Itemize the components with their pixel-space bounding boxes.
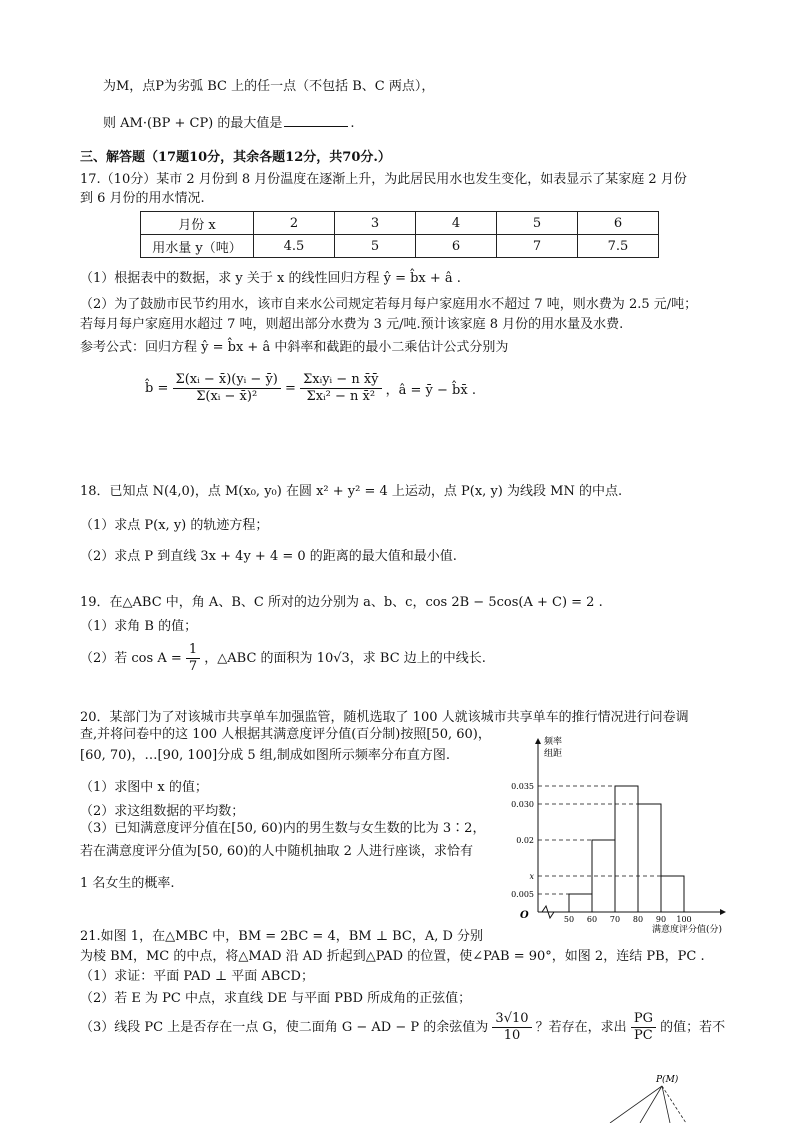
q17-line2: 到 6 月份的用水情况. [80, 191, 205, 206]
q19-part2-post: ，△ABC 的面积为 10√3，求 BC 边上的中线长. [204, 651, 486, 666]
q19-part2 [80, 641, 486, 677]
formula-den1: Σ(xᵢ − x̄)² [196, 389, 258, 404]
q20-part2: （2）求这组数据的平均数； [80, 804, 245, 819]
table-cell: 4.5 [254, 235, 335, 258]
q20-line3: [60, 70)，…[90, 100]分成 5 组,制成如图所示频率分布直方图. [80, 748, 451, 763]
y-axis-label-top: 频率 [544, 737, 563, 747]
table-cell: 2 [254, 212, 335, 235]
histogram-bar [638, 804, 661, 912]
origin-label: O [520, 910, 529, 921]
formula-den2: Σxᵢ² − n x̄² [306, 389, 376, 404]
q21-line2: 为棱 BM，MC 的中点，将△MAD 沿 AD 折起到△PAD 的位置，使∠PAB = 90°，如图 2，连结 PB，PC . [80, 949, 705, 964]
table-cell: 5 [497, 212, 578, 235]
q21-part3-pre: （3）线段 PC 上是否存在一点 G，使二面角 G − AD − P 的余弦值为 [80, 1020, 489, 1035]
table-header-month: 月份 x [141, 212, 254, 235]
histogram-bar [661, 876, 684, 912]
q17-line1: 17.（10分）某市 2 月份到 8 月份温度在逐渐上升，为此居民用水也发生变化，如表显示了某家庭 2 月份 [80, 172, 687, 187]
q19-fraction [186, 642, 200, 675]
q21-fraction-1 [492, 1011, 531, 1044]
formula-fraction-1 [173, 372, 281, 405]
formula-tail: ，â = ȳ − b̂x̄ . [385, 383, 476, 398]
pyramid-figure-fragment [600, 1070, 710, 1123]
x-tick-label: 70 [609, 915, 621, 924]
formula-num2: Σxᵢyᵢ − n x̄ȳ [300, 372, 381, 389]
y-tick-label: 0.005 [511, 890, 534, 899]
q20-line1: 20．某部门为了对该城市共享单车加强监管，随机选取了 100 人就该城市共享单车的推行情况进行问卷调 [80, 710, 689, 725]
y-axis-arrow [535, 738, 541, 744]
regression-formula: b̂ = $\frac{\text{Σ(xᵢ − x̄)(yᵢ − ȳ)}}{\text{Σ(xᵢ − x̄)²}}$ = $\frac{\text{Σxᵢyᵢ − n x̄ȳ}}{\text{Σxᵢ² − n x̄²}}$ ，â = ȳ − b̂x̄ . [145, 372, 476, 404]
q21-line1: 21.如图 1，在△MBC 中，BM = 2BC = 4，BM ⊥ BC，A, D 分别 [80, 929, 484, 944]
frequency-histogram [500, 732, 730, 942]
edge-line [610, 1086, 662, 1123]
histogram-bar [569, 894, 592, 912]
y-tick-label: 0.02 [516, 836, 534, 845]
y-tick-label: 0.030 [511, 800, 534, 809]
table-cell: 6 [578, 212, 659, 235]
q16-line2 [103, 114, 355, 133]
q19-part1: （1）求角 B 的值； [80, 619, 198, 634]
y-tick-label: 0.035 [511, 782, 534, 791]
q16-line1: 为M，点P为劣弧 BC 上的任一点（不包括 B、C 两点）， [103, 79, 435, 94]
q21-part3 [80, 1010, 725, 1046]
water-usage-table [140, 211, 659, 258]
table-cell: 5 [335, 235, 416, 258]
table-cell: 7.5 [578, 235, 659, 258]
table-cell: 7 [497, 235, 578, 258]
figure-label: P(M) [656, 1075, 679, 1085]
edge-line [640, 1086, 662, 1123]
x-tick-label: 90 [655, 915, 667, 924]
y-axis-label-bottom: 组距 [544, 749, 563, 759]
x-tick-label: 100 [676, 915, 692, 924]
formula-fraction-2 [300, 372, 381, 405]
q16-line2-end: . [350, 116, 355, 131]
q19-frac-num: 1 [186, 642, 200, 659]
q20-part1: （1）求图中 x 的值； [80, 780, 208, 795]
q19-frac-den: 7 [188, 659, 198, 674]
q21-frac1-num: 3√10 [492, 1011, 531, 1028]
q19-line1: 19．在△ABC 中，角 A、B、C 所对的边分别为 a、b、c，cos 2B − 5cos(A + C) = 2 . [80, 595, 603, 610]
q17-part1: （1）根据表中的数据，求 y 关于 x 的线性回归方程 ŷ = b̂x + â . [80, 271, 461, 286]
q18-part1: （1）求点 P(x, y) 的轨迹方程； [80, 518, 269, 533]
formula-num1: Σ(xᵢ − x̄)(yᵢ − ȳ) [173, 372, 281, 389]
q21-frac1-den: 10 [503, 1028, 521, 1043]
table-row [141, 235, 659, 258]
x-tick-label: 60 [586, 915, 598, 924]
table-cell: 3 [335, 212, 416, 235]
q21-part1: （1）求证：平面 PAD ⊥ 平面 ABCD； [80, 969, 314, 984]
table-row [141, 212, 659, 235]
x-axis-arrow [720, 909, 726, 915]
q20-part3a: （3）已知满意度评分值在[50, 60)内的男生数与女生数的比为 3∶2， [80, 821, 486, 836]
q21-part3-mid: ？若存在，求出 [535, 1020, 627, 1035]
q17-ref-line: 参考公式：回归方程 ŷ = b̂x + â 中斜率和截距的最小二乘估计公式分别为 [80, 340, 509, 355]
table-cell: 6 [416, 235, 497, 258]
q18-line1: 18．已知点 N(4,0)，点 M(x₀, y₀) 在圆 x² + y² = 4 上运动，点 P(x, y) 为线段 MN 的中点. [80, 484, 623, 499]
q21-fraction-2 [631, 1011, 656, 1044]
formula-b-lhs: b̂ = [145, 381, 169, 396]
table-header-usage: 用水量 y（吨） [141, 235, 254, 258]
q18-part2: （2）求点 P 到直线 3x + 4y + 4 = 0 的距离的最大值和最小值. [80, 549, 457, 564]
table-cell: 4 [416, 212, 497, 235]
q21-frac2-den: PC [634, 1028, 653, 1043]
q17-part2a: （2）为了鼓励市民节约用水，该市自来水公司规定若每月每户家庭用水不超过 7 吨，则水费为 2.5 元/吨； [80, 297, 698, 312]
q20-line2: 查,并将问卷中的这 100 人根据其满意度评分值(百分制)按照[50, 60)， [80, 727, 491, 742]
x-axis-label: 满意度评分值(分) [651, 925, 722, 935]
histogram-bar [615, 786, 638, 912]
q19-part2-pre: （2）若 cos A = [80, 651, 182, 666]
y-tick-label: x [529, 872, 534, 881]
section-heading: 三、解答题（17题10分，其余各题12分，共70分.） [80, 150, 391, 165]
x-tick-label: 50 [563, 915, 575, 924]
q16-line2-text: 则 AM·(BP + CP) 的最大值是 [103, 116, 283, 131]
q21-frac2-num: PG [631, 1011, 656, 1028]
q20-part3b: 若在满意度评分值为[50, 60)的人中随机抽取 2 人进行座谈，求恰有 [80, 844, 474, 859]
answer-blank[interactable] [284, 114, 348, 127]
q20-part3c: 1 名女生的概率. [80, 876, 175, 891]
q17-part2b: 若每月每户家庭用水超过 7 吨，则超出部分水费为 3 元/吨.预计该家庭 8 月份的用水量及水费. [80, 317, 624, 332]
q21-part2: （2）若 E 为 PC 中点，求直线 DE 与平面 PBD 所成角的正弦值； [80, 991, 472, 1006]
q21-part3-post: 的值；若不 [660, 1020, 726, 1035]
x-tick-label: 80 [632, 915, 644, 924]
